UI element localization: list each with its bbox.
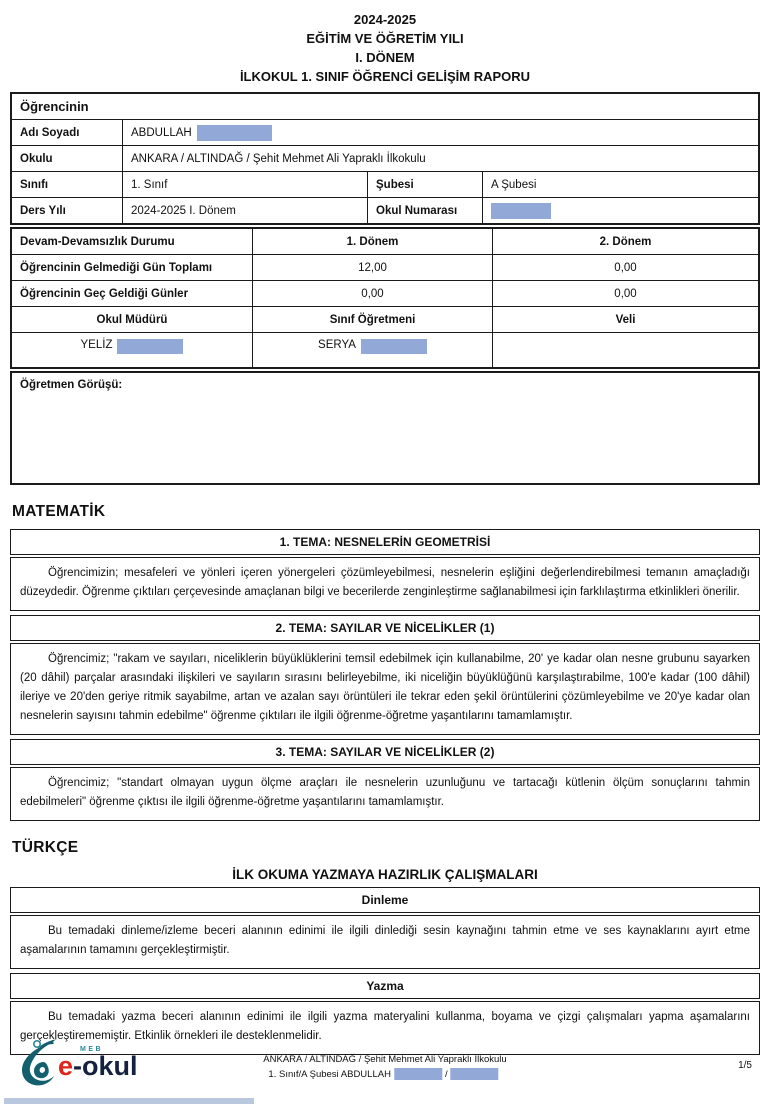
- term2-header: 2. Dönem: [492, 229, 758, 254]
- education-year-title: EĞİTİM VE ÖĞRETİM YILI: [306, 31, 464, 46]
- principal-first-name: YELİZ: [80, 339, 113, 351]
- subject-title-turkce: TÜRKÇE: [12, 839, 79, 856]
- turkce-subtitle: İLK OKUMA YAZMAYA HAZIRLIK ÇALIŞMALARI: [232, 867, 538, 882]
- school-year-title: 2024-2025: [353, 12, 417, 27]
- footer-text: [263, 1052, 506, 1082]
- principal-name: [12, 333, 252, 367]
- tema2-body: [10, 643, 760, 735]
- logo-okul: -okul: [73, 1051, 138, 1081]
- page-number: 1/5: [738, 1060, 752, 1071]
- student-first-name: ABDULLAH: [131, 126, 192, 139]
- attendance-header-row: [12, 229, 758, 254]
- branch-label: Şubesi: [367, 172, 482, 197]
- tema1-body: [10, 557, 760, 611]
- dinleme-header: Dinleme: [10, 887, 760, 913]
- teacher-opinion-box: [10, 371, 760, 485]
- tema3-header: 3. TEMA: SAYILAR VE NİCELİKLER (2): [10, 739, 760, 765]
- document-header: [10, 8, 760, 86]
- bottom-blue-strip: [4, 1098, 254, 1104]
- tema2-header: 2. TEMA: SAYILAR VE NİCELİKLER (1): [10, 615, 760, 641]
- name-value: [122, 120, 758, 145]
- tema1-text: Öğrencimizin; mesafeleri ve yönleri içeren yönergeleri çözümleyebilmesi, nesnelerin eşliğini değerlendirebilmesi temanın amaçladığı düzeydedir. Öğrenme çıktıları çerçevesinde amaçlanan bilgi ve becerilerde zenginleştirme sağlanabilmesi için farklılaştırma etkinlikleri önerilir.: [20, 567, 750, 598]
- teacher-first-name: SERYA: [318, 339, 356, 351]
- term1-header: 1. Dönem: [252, 229, 492, 254]
- late-days-term1: 0,00: [252, 281, 492, 306]
- absent-days-label: Öğrencinin Gelmediği Gün Toplamı: [20, 261, 213, 274]
- staff-header-row: [12, 306, 758, 332]
- dinleme-body: [10, 915, 760, 969]
- dinleme-text: Bu temadaki dinleme/izleme beceri alanının edinimi ile ilgili dinlediği sesin kaynağını tahmin etme ve ses kaynaklarını ayırt etme aşamalarının tamamını gerçekleştirmiştir.: [20, 925, 750, 956]
- year-value: 2024-2025 I. Dönem: [122, 198, 367, 223]
- e-okul-logo-text: [58, 1046, 138, 1080]
- tema1-header: 1. TEMA: NESNELERİN GEOMETRİSİ: [10, 529, 760, 555]
- guardian-name-empty: [492, 333, 758, 367]
- yazma-text: Bu temadaki yazma beceri alanının edinimi ile ilgili yazma materyalini kullanma, boyama ve çizgi çalışmaları yapma aşamalarını gerçekleştirememiştir. Etkinlik örnekleri ile desteklenmelidir.: [20, 1011, 750, 1042]
- tema3-body: [10, 767, 760, 821]
- table-row: [12, 197, 758, 223]
- teacher-header: Sınıf Öğretmeni: [252, 307, 492, 332]
- table-row: [12, 171, 758, 197]
- logo-letter-e: e: [58, 1051, 74, 1081]
- branch-value: A Şubesi: [482, 172, 758, 197]
- teacher-name: [252, 333, 492, 367]
- redacted-principal-surname: [117, 339, 183, 354]
- table-row: [12, 145, 758, 171]
- subject-title-matematik: MATEMATİK: [12, 503, 106, 520]
- year-label: Ders Yılı: [20, 204, 66, 217]
- redacted-footer-number: [451, 1068, 499, 1080]
- number-label: Okul Numarası: [367, 198, 482, 223]
- redacted-school-number: [491, 203, 551, 219]
- redacted-teacher-surname: [361, 339, 427, 354]
- staff-names-row: [12, 332, 758, 367]
- teacher-opinion-label: Öğretmen Görüşü:: [20, 379, 123, 391]
- student-section-title: Öğrencinin: [20, 99, 89, 114]
- school-value: ANKARA / ALTINDAĞ / Şehit Mehmet Ali Yapraklı İlkokulu: [122, 146, 758, 171]
- e-okul-logo: [14, 1036, 138, 1090]
- name-label: Adı Soyadı: [20, 126, 80, 139]
- school-label: Okulu: [20, 152, 53, 165]
- late-days-term2: 0,00: [492, 281, 758, 306]
- guardian-header: Veli: [492, 307, 758, 332]
- class-value: 1. Sınıf: [122, 172, 367, 197]
- table-row: [12, 119, 758, 145]
- table-row: [12, 254, 758, 280]
- late-days-label: Öğrencinin Geç Geldiği Günler: [20, 287, 189, 300]
- attendance-title: Devam-Devamsızlık Durumu: [20, 235, 175, 248]
- principal-header: Okul Müdürü: [96, 313, 168, 326]
- table-row: [12, 280, 758, 306]
- student-info-table: [10, 92, 760, 225]
- footer-separator: /: [444, 1069, 448, 1080]
- meb-label: MEB: [80, 1046, 104, 1053]
- absent-days-term2: 0,00: [492, 255, 758, 280]
- tema2-text: Öğrencimiz; "rakam ve sayıları, niceliklerin büyüklüklerini temsil edebilmek için kullanabilme, 20' ye kadar olan nesne grubunu sayarken (20 dâhil) parçalar arasındaki ilişkileri ve sayıların sırasını belirleyebilme, iki niceliğin büyüklüğünü karşılaştırabilme, 100'e kadar (100 dâhil) ileriye ve 20'den geriye ritmik sayabilme, artan ve azalan sayı örüntüleri ile tekrar eden şekil örüntülerini çözümleyebilme ve 20'ye kadar olan nesnelerin sayısını tahmin edebilme" öğrenme çıktıları ile ilgili öğrenme-öğretme yaşantılarını tamamlamıştır.: [20, 653, 750, 722]
- attendance-table: [10, 227, 760, 369]
- tema3-text: Öğrencimiz; "standart olmayan uygun ölçme araçları ile nesnelerin uzunluğunu ve tartacağı kütlenin ölçüm sonuçlarını tahmin edebilmeleri" öğrenme çıktısı ile ilgili öğrenme-öğretme yaşantılarını tamamlamıştır.: [20, 777, 750, 808]
- redacted-surname: [197, 125, 272, 141]
- yazma-header: Yazma: [10, 973, 760, 999]
- page-footer: [0, 1036, 770, 1098]
- redacted-footer-surname: [394, 1068, 442, 1080]
- term-title: I. DÖNEM: [355, 50, 415, 65]
- number-value: [482, 198, 758, 223]
- class-label: Sınıfı: [20, 178, 49, 191]
- absent-days-term1: 12,00: [252, 255, 492, 280]
- footer-student-prefix: 1. Sınıf/A Şubesi ABDULLAH: [268, 1069, 391, 1080]
- footer-school-line: ANKARA / ALTINDAĞ / Şehit Mehmet Ali Yapraklı İlkokulu: [263, 1054, 507, 1065]
- report-title: İLKOKUL 1. SINIF ÖĞRENCİ GELİŞİM RAPORU: [239, 69, 531, 84]
- footer-student-line: [263, 1067, 506, 1082]
